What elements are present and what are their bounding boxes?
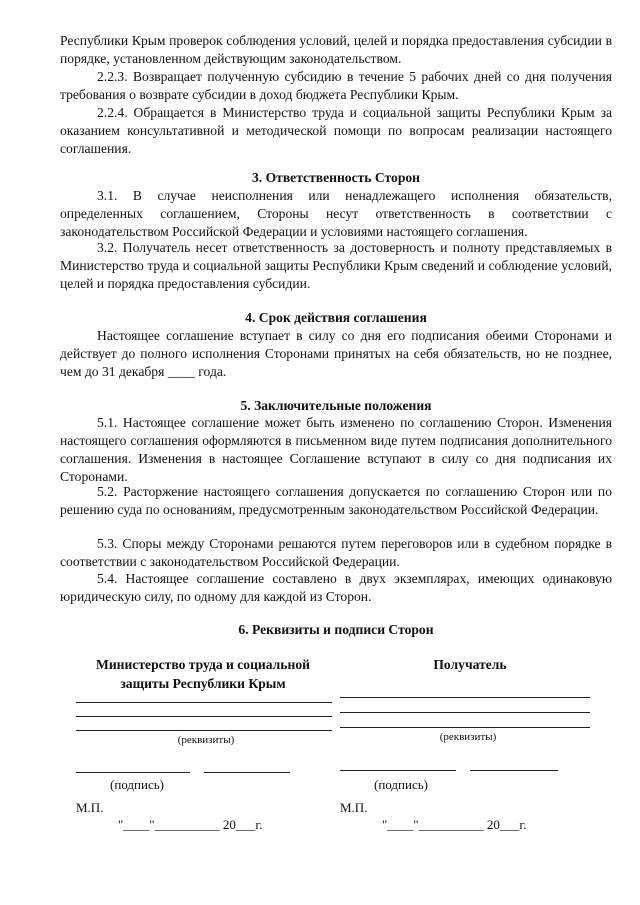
paragraph-5-4: 5.4. Настоящее соглашение составлено в двух экземплярах, имеющих одинаковую юридическую силу, по одному для каждой из Сторон. bbox=[60, 571, 612, 604]
section-5-heading: 5. Заключительные положения bbox=[240, 398, 432, 413]
left-signature-label: (подпись) bbox=[110, 777, 164, 792]
right-signature-label: (подпись) bbox=[374, 777, 428, 792]
right-requisites-label: (реквизиты) bbox=[439, 731, 497, 743]
right-party-name: Получатель bbox=[433, 657, 507, 672]
requisites-line bbox=[76, 716, 332, 717]
right-stamp-label: М.П. bbox=[340, 800, 368, 815]
paragraph-5-3: 5.3. Споры между Сторонами решаются путем переговоров или в судебном порядке в соответствии с законодательством Российской Федерации. bbox=[60, 536, 612, 569]
left-party-name: Министерство труда и социальной защиты Республики Крым bbox=[96, 657, 310, 691]
paragraph-2-2-3: 2.2.3. Возвращает полученную субсидию в течение 5 рабочих дней со дня получения требования о возврате субсидии в доход бюджета Республики Крым. bbox=[60, 69, 612, 102]
signature-name-line bbox=[204, 772, 290, 773]
paragraph-5-1: 5.1. Настоящее соглашение может быть изменено по соглашению Сторон. Изменения настоящего соглашения оформляются в письменном виде путем подписания дополнительного соглашения. Изменения в настоящее Соглашение вступают в силу со дня подписания их Сторонами. bbox=[60, 415, 612, 484]
requisites-line bbox=[76, 702, 332, 703]
left-requisites-label: (реквизиты) bbox=[177, 734, 235, 746]
signature-line bbox=[76, 772, 190, 773]
signature-name-line bbox=[470, 770, 558, 771]
requisites-line bbox=[76, 730, 332, 731]
paragraph-5-2: 5.2. Расторжение настоящего соглашения допускается по соглашению Сторон или по решению суда по основаниям, предусмотренным законодательством Российской Федерации. bbox=[60, 484, 612, 517]
right-date-field: "____"__________ 20___г. bbox=[382, 817, 527, 832]
paragraph-continuation: Республики Крым проверок соблюдения условий, целей и порядка предоставления субсидии в порядке, установленном действующим законодательством. bbox=[60, 33, 612, 66]
requisites-line bbox=[340, 712, 590, 713]
requisites-line bbox=[340, 727, 590, 728]
paragraph-4: Настоящее соглашение вступает в силу со дня его подписания обеими Сторонами и действует до полного исполнения Сторонами принятых на себя обязательств, но не позднее, чем до 31 декабря ____ года. bbox=[60, 328, 612, 379]
section-3-heading: 3. Ответственность Сторон bbox=[251, 170, 421, 185]
paragraph-2-2-4: 2.2.4. Обращается в Министерство труда и социальной защиты Республики Крым за оказанием консультативной и методической помощи по вопросам реализации настоящего соглашения. bbox=[60, 105, 612, 156]
section-6-heading: 6. Реквизиты и подписи Сторон bbox=[238, 622, 434, 637]
left-stamp-label: М.П. bbox=[76, 800, 104, 815]
paragraph-3-2: 3.2. Получатель несет ответственность за достоверность и полноту представляемых в Министерство труда и социальной защиты Республики Крым сведений и соблюдение условий, целей и порядка предоставления субсидии. bbox=[60, 240, 612, 291]
requisites-line bbox=[340, 697, 590, 698]
signature-line bbox=[340, 770, 456, 771]
left-date-field: "____"__________ 20___г. bbox=[118, 817, 263, 832]
paragraph-3-1: 3.1. В случае неисполнения или ненадлежащего исполнения обязательств, определенных соглашением, Стороны несут ответственность в соответствии с законодательством Российской Федерации и условиями настоящего соглашения. bbox=[60, 188, 612, 239]
section-4-heading: 4. Срок действия соглашения bbox=[245, 310, 427, 325]
